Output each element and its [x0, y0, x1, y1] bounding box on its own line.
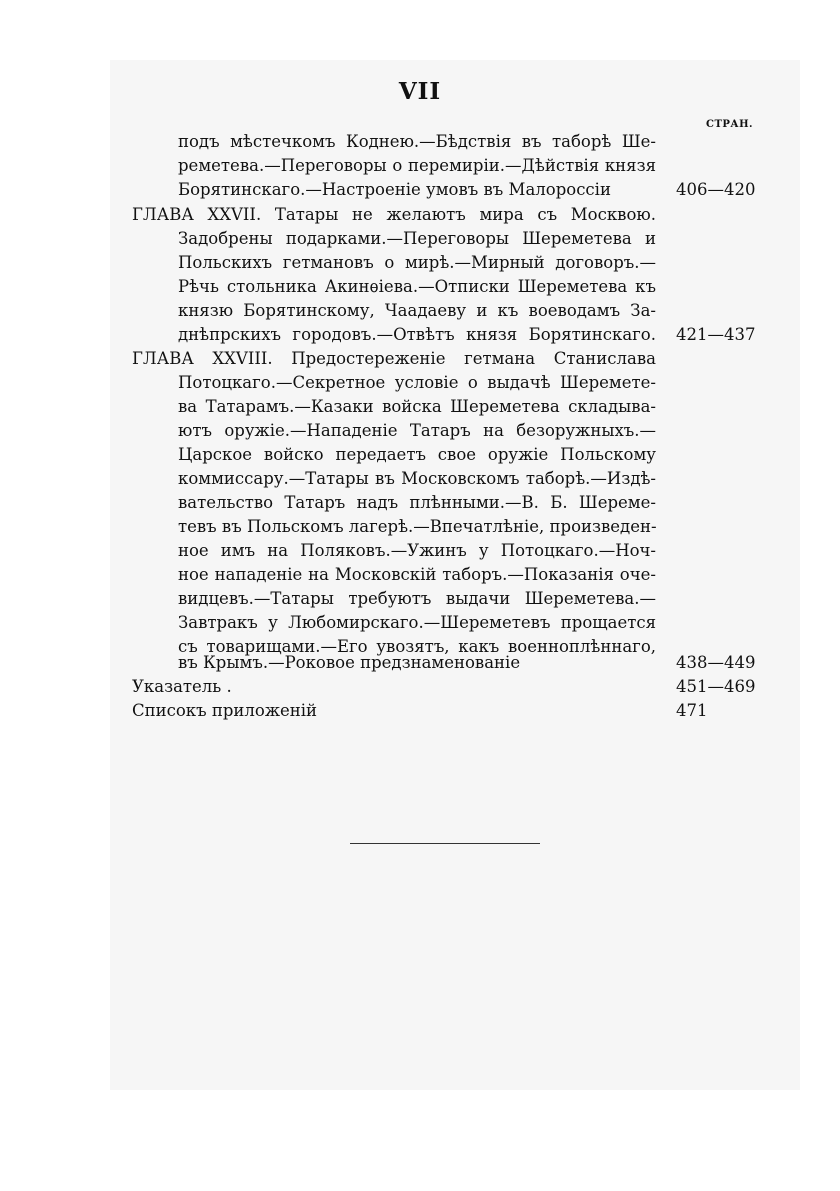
toc-line: Списокъ приложеній — [132, 701, 318, 720]
toc-page-range: 451—469 — [676, 677, 756, 696]
toc-line: Борятинскаго.—Настроеніе умовъ въ Малороссіи — [178, 180, 611, 199]
toc-line: съ товарищами.—Его увозятъ, какъ военноплѣннаго, — [178, 637, 656, 656]
toc-page-range: 421—437 — [676, 325, 756, 344]
toc-line: тевъ въ Польскомъ лагерѣ.—Впечатлѣніе, произведен- — [178, 517, 657, 536]
page-number: VII — [398, 78, 442, 105]
chapter-heading-line: ГЛАВА XXVIII. Предостереженіе гетмана Станислава — [132, 349, 656, 368]
pages-column-label: СТРАН. — [706, 119, 753, 130]
toc-line: Польскихъ гетмановъ о мирѣ.—Мирный договоръ.— — [178, 253, 656, 272]
toc-page-range: 471 — [676, 701, 708, 720]
toc-line: реметева.—Переговоры о перемиріи.—Дѣйствія князя — [178, 156, 656, 175]
toc-line: подъ мѣстечкомъ Коднею.—Бѣдствія въ таборѣ Ше- — [178, 132, 656, 151]
chapter-heading-line: ГЛАВА XXVII. Татары не желаютъ мира съ Москвою. — [132, 205, 656, 224]
toc-line: Царское войско передаетъ свое оружіе Польскому — [178, 445, 656, 464]
toc-line: вательство Татаръ надъ плѣнными.—В. Б. Шереме- — [178, 493, 656, 512]
toc-line: коммиссару.—Татары въ Московскомъ таборѣ.—Издѣ- — [178, 469, 656, 488]
toc-line: ютъ оружіе.—Нападеніе Татаръ на безоружныхъ.— — [178, 421, 656, 440]
end-rule-divider — [350, 843, 540, 844]
toc-line: ное нападеніе на Московскій таборъ.—Показанія оче- — [178, 565, 656, 584]
toc-line: ва Татарамъ.—Казаки войска Шереметева складыва- — [178, 397, 656, 416]
toc-line: князю Борятинскому, Чаадаеву и къ воеводамъ За- — [178, 301, 656, 320]
toc-line: Указатель . — [132, 677, 232, 696]
toc-line: Завтракъ у Любомирскаго.—Шереметевъ прощается — [178, 613, 656, 632]
toc-line: Рѣчь стольника Акинѳіева.—Отписки Шереметева къ — [178, 277, 656, 296]
toc-line: днѣпрскихъ городовъ.—Отвѣтъ князя Борятинскаго. — [178, 325, 656, 344]
toc-line: ное имъ на Поляковъ.—Ужинъ у Потоцкаго.—Ноч- — [178, 541, 656, 560]
toc-page-range: 406—420 — [676, 180, 756, 199]
toc-line: видцевъ.—Татары требуютъ выдачи Шереметева.— — [178, 589, 656, 608]
toc-line: въ Крымъ.—Роковое предзнаменованіе — [178, 653, 521, 672]
toc-line: Задобрены подарками.—Переговоры Шереметева и — [178, 229, 656, 248]
toc-page-range: 438—449 — [676, 653, 756, 672]
toc-line: Потоцкаго.—Секретное условіе о выдачѣ Шеремете- — [178, 373, 656, 392]
